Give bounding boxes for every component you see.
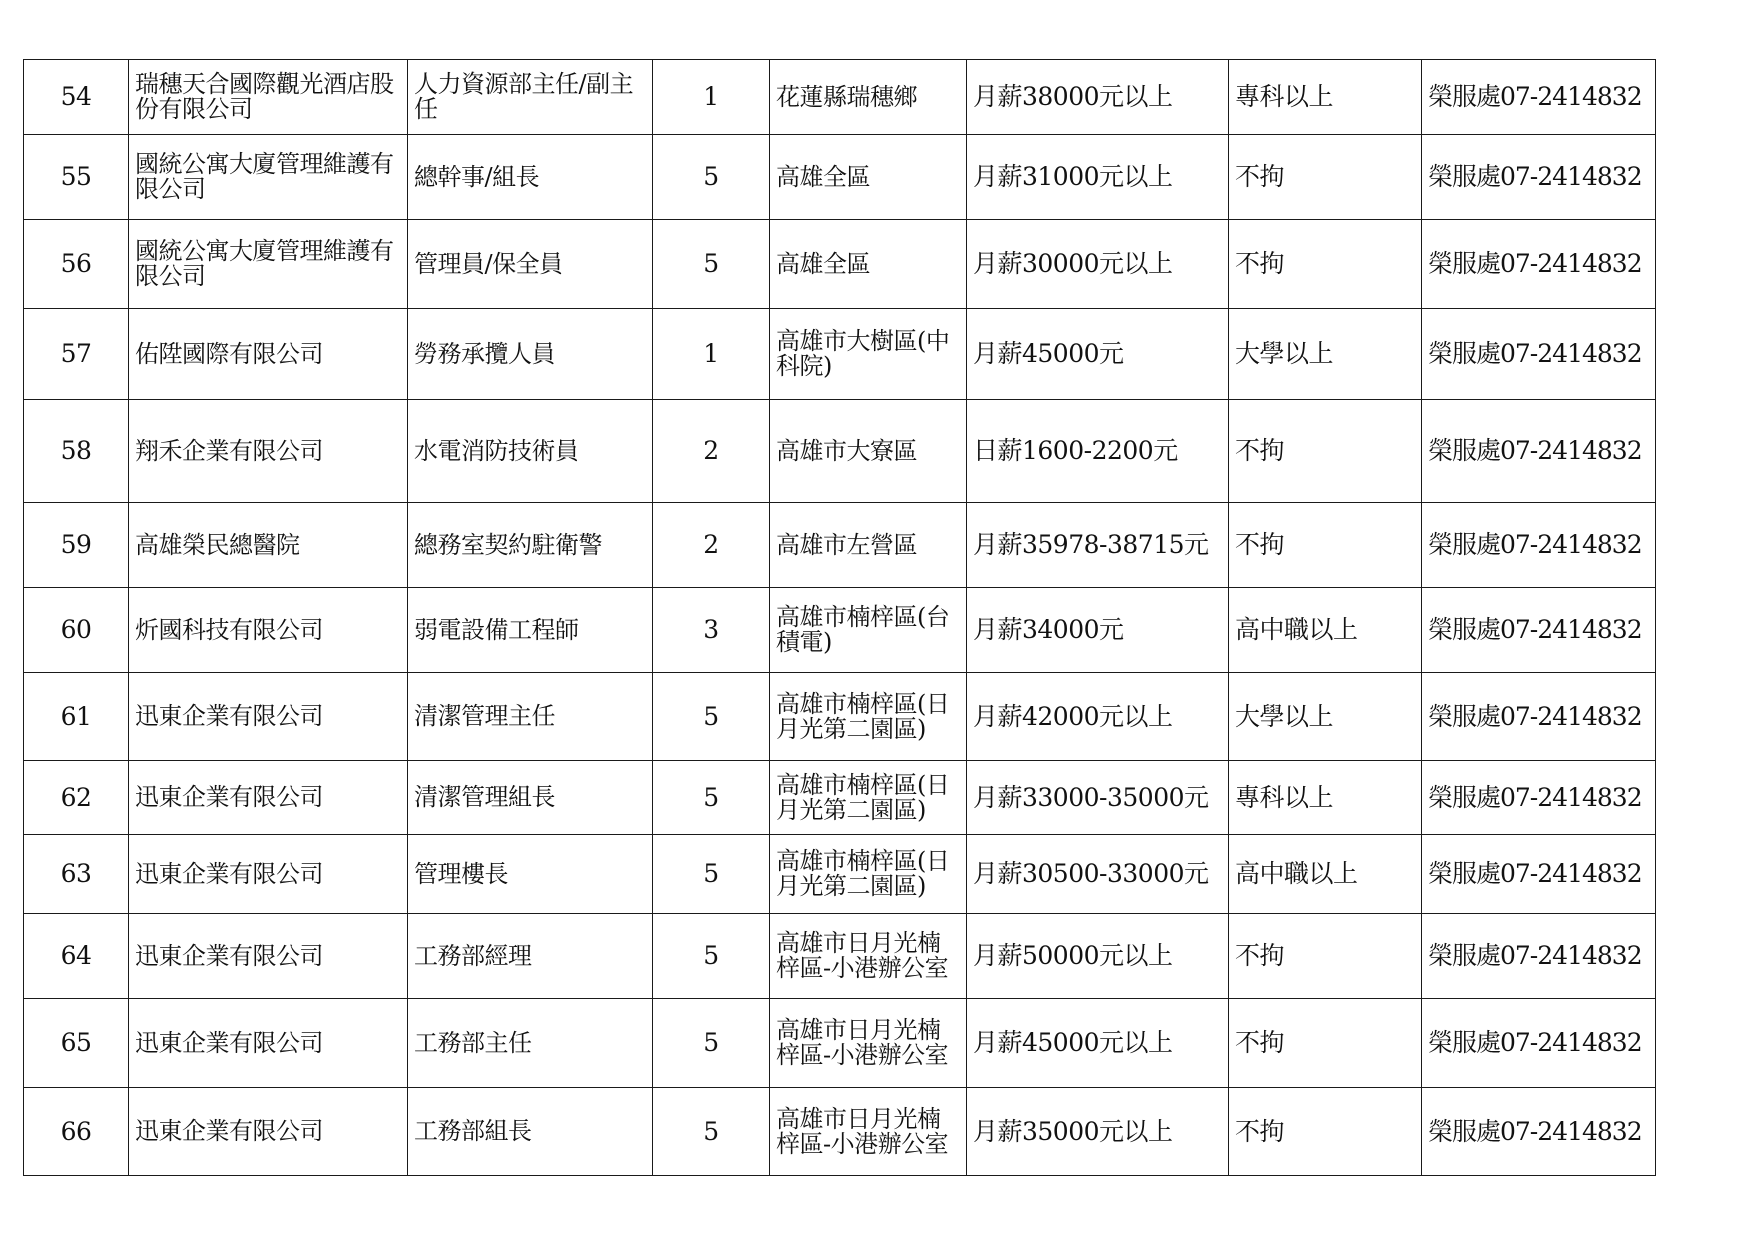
salary: 月薪45000元以上 — [967, 999, 1229, 1088]
job-position: 管理樓長 — [408, 835, 653, 914]
row-number: 57 — [24, 309, 129, 400]
contact-info: 榮服處07-2414832 — [1422, 914, 1656, 999]
company-name: 高雄榮民總醫院 — [129, 503, 408, 588]
work-location: 高雄市楠梓區(日月光第二園區) — [770, 835, 967, 914]
job-listings-table — [23, 59, 1656, 1176]
education-requirement: 高中職以上 — [1229, 835, 1422, 914]
table-row — [24, 503, 1656, 588]
salary: 月薪30500-33000元 — [967, 835, 1229, 914]
work-location: 高雄全區 — [770, 220, 967, 309]
work-location: 高雄全區 — [770, 135, 967, 220]
contact-info: 榮服處07-2414832 — [1422, 503, 1656, 588]
job-position: 管理員/保全員 — [408, 220, 653, 309]
table-row — [24, 60, 1656, 135]
work-location: 高雄市楠梓區(日月光第二園區) — [770, 761, 967, 835]
salary: 月薪30000元以上 — [967, 220, 1229, 309]
education-requirement: 不拘 — [1229, 503, 1422, 588]
work-location: 高雄市大寮區 — [770, 400, 967, 503]
opening-count: 1 — [653, 309, 770, 400]
job-position: 水電消防技術員 — [408, 400, 653, 503]
opening-count: 1 — [653, 60, 770, 135]
table-row — [24, 220, 1656, 309]
education-requirement: 專科以上 — [1229, 761, 1422, 835]
table-row — [24, 1088, 1656, 1176]
opening-count: 5 — [653, 673, 770, 761]
education-requirement: 大學以上 — [1229, 673, 1422, 761]
education-requirement: 不拘 — [1229, 400, 1422, 503]
company-name: 翔禾企業有限公司 — [129, 400, 408, 503]
salary: 月薪33000-35000元 — [967, 761, 1229, 835]
row-number: 65 — [24, 999, 129, 1088]
row-number: 59 — [24, 503, 129, 588]
row-number: 61 — [24, 673, 129, 761]
opening-count: 5 — [653, 761, 770, 835]
work-location: 高雄市左營區 — [770, 503, 967, 588]
opening-count: 5 — [653, 835, 770, 914]
opening-count: 5 — [653, 914, 770, 999]
table-row — [24, 999, 1656, 1088]
job-position: 勞務承攬人員 — [408, 309, 653, 400]
education-requirement: 專科以上 — [1229, 60, 1422, 135]
work-location: 高雄市楠梓區(台積電) — [770, 588, 967, 673]
row-number: 60 — [24, 588, 129, 673]
contact-info: 榮服處07-2414832 — [1422, 309, 1656, 400]
job-position: 工務部經理 — [408, 914, 653, 999]
job-position: 總務室契約駐衛警 — [408, 503, 653, 588]
row-number: 55 — [24, 135, 129, 220]
contact-info: 榮服處07-2414832 — [1422, 220, 1656, 309]
education-requirement: 不拘 — [1229, 914, 1422, 999]
opening-count: 5 — [653, 220, 770, 309]
opening-count: 5 — [653, 1088, 770, 1176]
contact-info: 榮服處07-2414832 — [1422, 60, 1656, 135]
salary: 月薪35978-38715元 — [967, 503, 1229, 588]
salary: 月薪38000元以上 — [967, 60, 1229, 135]
salary: 月薪34000元 — [967, 588, 1229, 673]
company-name: 佑陞國際有限公司 — [129, 309, 408, 400]
opening-count: 2 — [653, 503, 770, 588]
row-number: 66 — [24, 1088, 129, 1176]
table-row — [24, 835, 1656, 914]
row-number: 64 — [24, 914, 129, 999]
row-number: 63 — [24, 835, 129, 914]
contact-info: 榮服處07-2414832 — [1422, 835, 1656, 914]
row-number: 54 — [24, 60, 129, 135]
job-position: 人力資源部主任/副主任 — [408, 60, 653, 135]
company-name: 迅東企業有限公司 — [129, 999, 408, 1088]
education-requirement: 不拘 — [1229, 135, 1422, 220]
salary: 月薪50000元以上 — [967, 914, 1229, 999]
work-location: 高雄市楠梓區(日月光第二園區) — [770, 673, 967, 761]
work-location: 花蓮縣瑞穗鄉 — [770, 60, 967, 135]
salary: 日薪1600-2200元 — [967, 400, 1229, 503]
education-requirement: 大學以上 — [1229, 309, 1422, 400]
job-position: 總幹事/組長 — [408, 135, 653, 220]
opening-count: 2 — [653, 400, 770, 503]
education-requirement: 不拘 — [1229, 1088, 1422, 1176]
salary: 月薪35000元以上 — [967, 1088, 1229, 1176]
work-location: 高雄市日月光楠梓區-小港辦公室 — [770, 1088, 967, 1176]
table-row — [24, 673, 1656, 761]
table-row — [24, 400, 1656, 503]
company-name: 國統公寓大廈管理維護有限公司 — [129, 135, 408, 220]
table-row — [24, 588, 1656, 673]
company-name: 迅東企業有限公司 — [129, 761, 408, 835]
row-number: 62 — [24, 761, 129, 835]
job-position: 弱電設備工程師 — [408, 588, 653, 673]
contact-info: 榮服處07-2414832 — [1422, 673, 1656, 761]
table-row — [24, 914, 1656, 999]
contact-info: 榮服處07-2414832 — [1422, 1088, 1656, 1176]
opening-count: 5 — [653, 999, 770, 1088]
table-row — [24, 135, 1656, 220]
contact-info: 榮服處07-2414832 — [1422, 761, 1656, 835]
company-name: 國統公寓大廈管理維護有限公司 — [129, 220, 408, 309]
salary: 月薪31000元以上 — [967, 135, 1229, 220]
company-name: 迅東企業有限公司 — [129, 1088, 408, 1176]
company-name: 迅東企業有限公司 — [129, 673, 408, 761]
job-position: 工務部組長 — [408, 1088, 653, 1176]
table-row — [24, 761, 1656, 835]
work-location: 高雄市日月光楠梓區-小港辦公室 — [770, 999, 967, 1088]
company-name: 瑞穗天合國際觀光酒店股份有限公司 — [129, 60, 408, 135]
row-number: 56 — [24, 220, 129, 309]
table-row — [24, 309, 1656, 400]
job-position: 工務部主任 — [408, 999, 653, 1088]
salary: 月薪45000元 — [967, 309, 1229, 400]
opening-count: 3 — [653, 588, 770, 673]
company-name: 迅東企業有限公司 — [129, 835, 408, 914]
row-number: 58 — [24, 400, 129, 503]
company-name: 炘國科技有限公司 — [129, 588, 408, 673]
job-position: 清潔管理主任 — [408, 673, 653, 761]
contact-info: 榮服處07-2414832 — [1422, 400, 1656, 503]
salary: 月薪42000元以上 — [967, 673, 1229, 761]
work-location: 高雄市日月光楠梓區-小港辦公室 — [770, 914, 967, 999]
contact-info: 榮服處07-2414832 — [1422, 999, 1656, 1088]
education-requirement: 不拘 — [1229, 999, 1422, 1088]
contact-info: 榮服處07-2414832 — [1422, 135, 1656, 220]
company-name: 迅東企業有限公司 — [129, 914, 408, 999]
job-listings-body — [24, 60, 1656, 1176]
work-location: 高雄市大樹區(中科院) — [770, 309, 967, 400]
contact-info: 榮服處07-2414832 — [1422, 588, 1656, 673]
opening-count: 5 — [653, 135, 770, 220]
job-position: 清潔管理組長 — [408, 761, 653, 835]
education-requirement: 不拘 — [1229, 220, 1422, 309]
education-requirement: 高中職以上 — [1229, 588, 1422, 673]
